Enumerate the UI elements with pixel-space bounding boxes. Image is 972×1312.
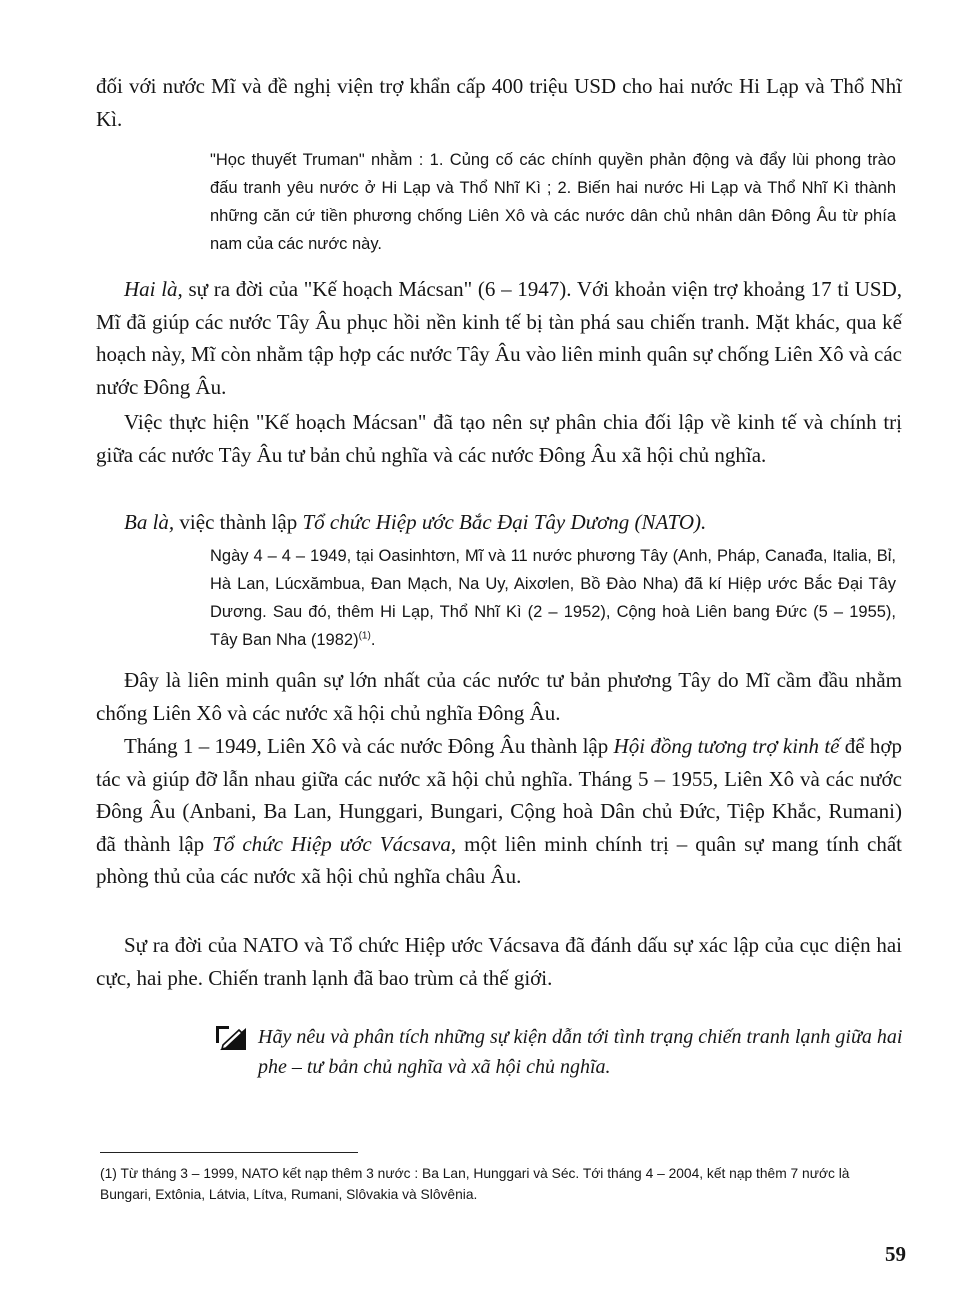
nato-term: Tổ chức Hiệp ước Bắc Đại Tây Dương (NATO). [302,510,707,534]
paragraph-marshall-plan [96,273,902,403]
footnote-ref[interactable]: (1) [358,630,371,642]
paragraph-nato-summary: Đây là liên minh quân sự lớn nhất của các nước tư bản phương Tây do Mĩ cầm đầu nhằm chống Liên Xô và các nước xã hội chủ nghĩa Đông Âu. [96,668,902,725]
comecon-term: Hội đồng tương trợ kinh tế [613,734,840,758]
paragraph-cold-war: Sự ra đời của NATO và Tổ chức Hiệp ước Vácsava đã đánh dấu sự xác lập của cục diện hai cực, hai phe. Chiến tranh lạnh đã bao trùm cả thế giới. [96,933,902,990]
paragraph-truman-continued: đối với nước Mĩ và đề nghị viện trợ khẩn cấp 400 triệu USD cho hai nước Hi Lạp và Thổ Nhĩ Kì. [96,74,902,131]
note-text: Ngày 4 – 4 – 1949, tại Oasinhtơn, Mĩ và 11 nước phương Tây (Anh, Pháp, Canađa, Italia, Bỉ, Hà Lan, Lúcxămbua, Đan Mạch, Na Uy, Aixơlen, Bồ Đào Nha) đã kí Hiệp ước Bắc Đại Tây Dương. Sau đó, thêm Hi Lạp, Thổ Nhĩ Kì (2 – 1952), Cộng hoà Liên bang Đức (5 – 1955), Tây Ban Nha (1982) [210,547,896,649]
note-truman-doctrine: "Học thuyết Truman" nhằm : 1. Củng cố các chính quyền phản động và đẩy lùi phong trào đấu tranh yêu nước ở Hi Lạp và Thổ Nhĩ Kì ; 2. Biến hai nước Hi Lạp và Thổ Nhĩ Kì thành những căn cứ tiền phương chống Liên Xô và các nước dân chủ nhân dân Đông Âu từ phía nam của các nước này. [210,151,896,253]
paragraph-text: sự ra đời của "Kế hoạch Mácsan" (6 – 1947). Với khoản viện trợ khoảng 17 tỉ USD, Mĩ đã giúp các nước Tây Âu phục hồi nền kinh tế bị tàn phá sau chiến tranh. Mặt khác, qua kế hoạch này, Mĩ còn nhằm tập hợp các nước Tây Âu vào liên minh quân sự chống Liên Xô và các nước Đông Âu. [96,277,902,399]
pencil-question-icon [214,1024,248,1052]
paragraph-nato [96,506,902,539]
question-text: Hãy nêu và phân tích những sự kiện dẫn tới tình trạng chiến tranh lạnh giữa hai phe – tư bản chủ nghĩa và xã hội chủ nghĩa. [258,1026,903,1078]
paragraph-text: để hợp tác và giúp đỡ lẫn nhau giữa các nước xã hội chủ nghĩa. Tháng 5 – 1955, Liên Xô và các nước Đông Âu (Anbani, Ba Lan, Hunggari, Bungari, Cộng hoà Dân chủ Đức, Tiệp Khắc, Rumani) đã thành lập [96,734,903,856]
page-number: 59 [885,1242,906,1266]
paragraph-lead: Hai là, [124,277,183,301]
footnote-divider [100,1152,358,1153]
paragraph-lead: Ba là, [124,510,175,534]
warsaw-pact-term: Tổ chức Hiệp ước Vácsava [212,831,451,856]
paragraph-marshall-effect: Việc thực hiện "Kế hoạch Mácsan" đã tạo nên sự phân chia đối lập về kinh tế và chính trị giữa các nước Tây Âu tư bản chủ nghĩa và các nước Đông Âu xã hội chủ nghĩa. [96,410,902,467]
footnote: (1) Từ tháng 3 – 1999, NATO kết nạp thêm 3 nước : Ba Lan, Hunggari và Séc. Tới tháng 4 – 2004, kết nạp thêm 7 nước là Bungari, Extônia, Látvia, Lítva, Rumani, Slôvakia và Slôvênia. [100,1166,850,1202]
paragraph-warsaw-pact [96,730,902,893]
note-nato-members [210,542,896,654]
paragraph-text: Tháng 1 – 1949, Liên Xô và các nước Đông Âu thành lập [124,734,614,758]
note-end: . [370,631,376,649]
paragraph-text: , một liên minh chính trị – quân sự mang tính chất phòng thủ của các nước xã hội chủ nghĩa châu Âu. [96,831,902,888]
paragraph-text: việc thành lập [174,510,303,534]
